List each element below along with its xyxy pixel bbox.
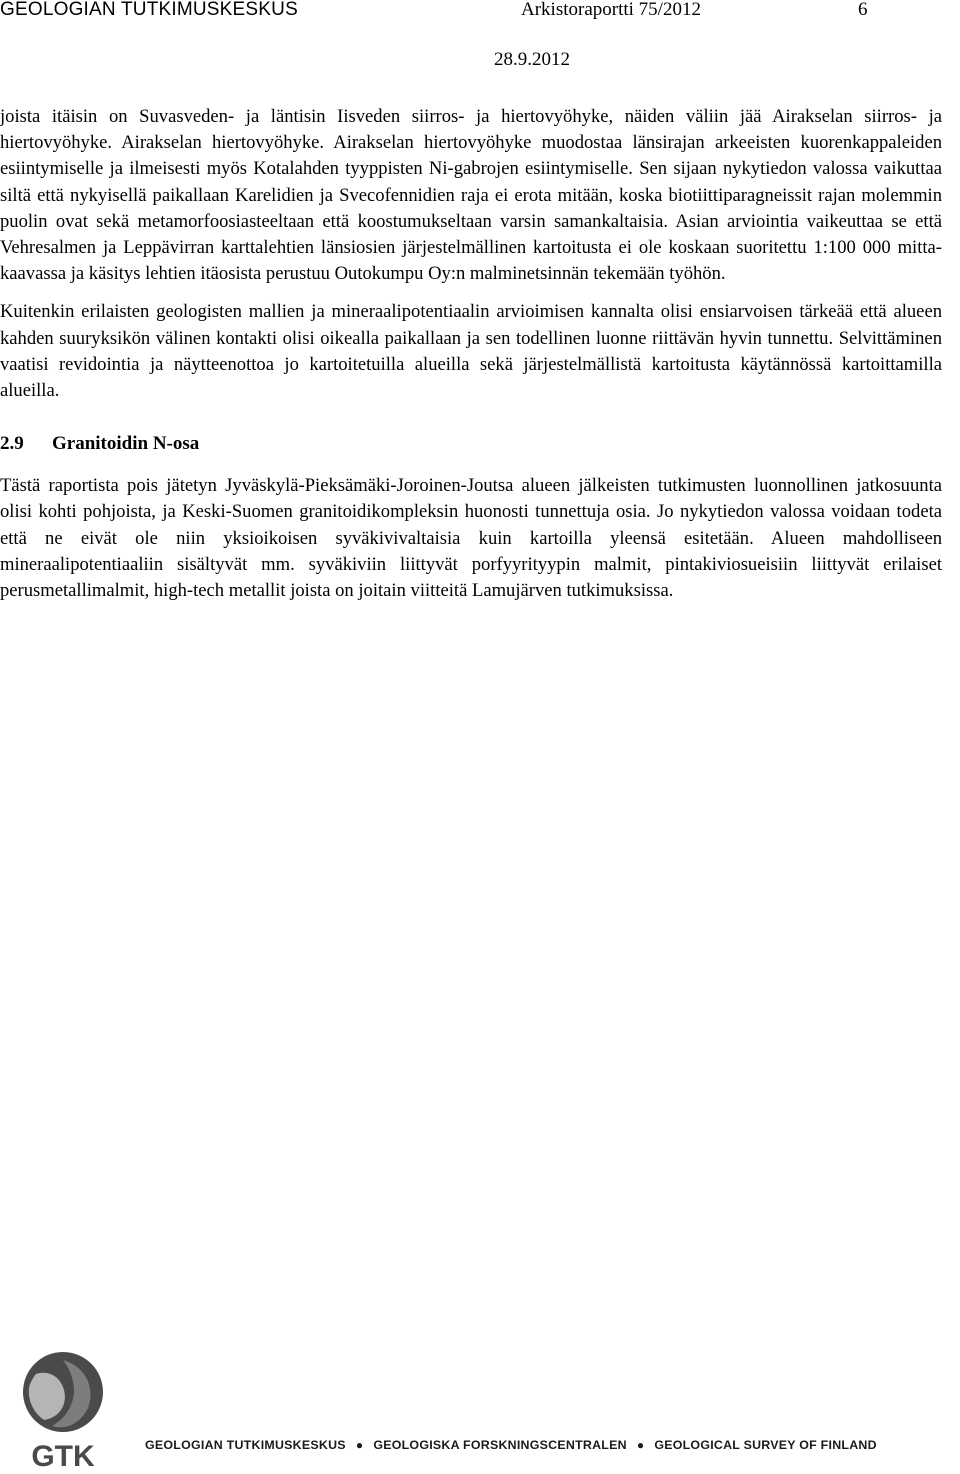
footer-name-finnish: GEOLOGIAN TUTKIMUSKESKUS bbox=[145, 1438, 346, 1452]
header-report-number: Arkistoraportti 75/2012 bbox=[521, 0, 701, 20]
header-date: 28.9.2012 bbox=[494, 49, 570, 70]
body-paragraph: Tästä raportista pois jätetyn Jyväskylä-Pieksämäki-Joroinen-Joutsa alueen jälkeisten tutkimusten luonnollinen jatkosuunta olisi kohti pohjoista, ja Keski-Suomen granitoidikompleksin huonosti tunnettuja osia. Jo nykytiedon valossa voidaan todeta että ne eivät ole niin yksioikoisen syväkivivaltaisia kuin kartoilla yleensä esitetään. Alueen mahdolliseen mineraalipotentiaaliin sisältyvät mm. syväkiviin liittyvät porfyyrityypin malmit, pintakiviosueisiin liittyvät erilaiset perusmetallimalmit, high-tech metallit joista on joitain viitteitä Lamujärven tutkimuksissa. bbox=[0, 475, 942, 602]
footer-organization-names bbox=[145, 1438, 877, 1452]
body-paragraph: joista itäisin on Suvasveden- ja läntisin Iisveden siirros- ja hiertovyöhyke, näiden väliin jää Airakselan siirros- ja hiertovyöhyke. Airakselan hiertovyöhyke. Airakselan hiertovyöhyke muodostaa länsirajan arkeeisten kuorenkappaleiden esiintymiselle ja ilmeisesti myös Kotalahden tyyppisten Ni-gabrojen esiintymiselle. Sen sijaan nykytiedon valossa vaikuttaa siltä että nykyisellä paikallaan Karelidien ja Svecofennidien raja ei erota mitään, koska biotiittiparagneissit rajan molemmin puolin ovat sekä metamorfoosiasteeltaan että koostumukseltaan varsin samankaltaisia. Asian arviointia vaikeuttaa se että Vehresalmen ja Leppävirran karttalehtien länsiosien järjestelmällinen kartoitusta ei ole koskaan suoritettu 1:100 000 mittakaavassa ja käsitys lehtien itäosista perustuu Outokumpu Oy:n malminetsinnän tekemään työhön. bbox=[0, 106, 942, 285]
header-organization: GEOLOGIAN TUTKIMUSKESKUS bbox=[0, 0, 298, 20]
footer-separator: ● bbox=[355, 1438, 364, 1452]
footer-name-swedish: GEOLOGISKA FORSKNINGSCENTRALEN bbox=[373, 1438, 627, 1452]
footer-separator: ● bbox=[636, 1438, 645, 1452]
page-header bbox=[0, 0, 960, 70]
gtk-logo-icon bbox=[18, 1352, 108, 1472]
section-number: 2.9 bbox=[0, 433, 24, 455]
header-page-number: 6 bbox=[858, 0, 868, 20]
document-body bbox=[0, 104, 942, 616]
section-heading bbox=[0, 432, 942, 456]
section-title: Granitoidin N-osa bbox=[52, 433, 200, 455]
footer-name-english: GEOLOGICAL SURVEY OF FINLAND bbox=[654, 1438, 877, 1452]
gtk-logo-text: GTK bbox=[31, 1440, 95, 1472]
body-paragraph: Kuitenkin erilaisten geologisten mallien ja mineraalipotentiaalin arvioimisen kannalta olisi ensiarvoisen tärkeää että alueen kahden suuryksikön välinen kontakti olisi oikealla paikallaan ja sen todellinen luonne riittävän hyvin tunnettu. Selvittäminen vaatisi revidointia ja näytteenottoa jo kartoitetuilla alueilla sekä järjestelmällistä kartoitusta käytännössä kartoittamilla alueilla. bbox=[0, 301, 942, 402]
page-footer bbox=[0, 1350, 960, 1474]
